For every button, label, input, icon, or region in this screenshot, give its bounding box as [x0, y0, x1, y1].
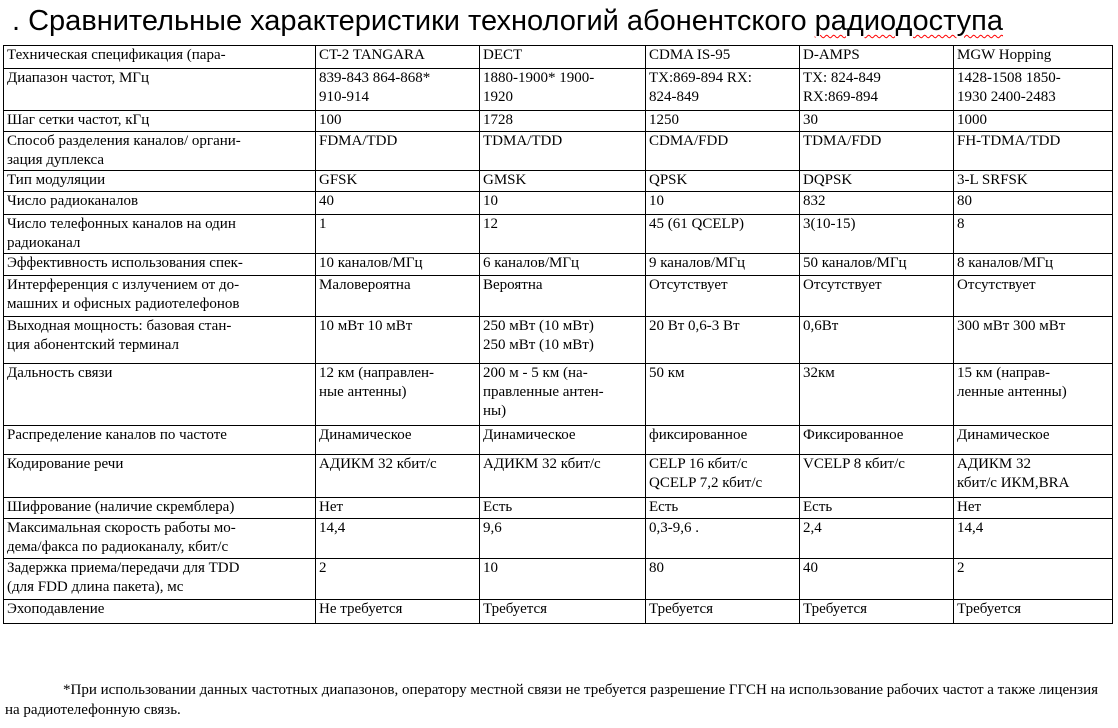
cell-cdma-is95: Есть	[646, 498, 800, 519]
cell-mgw-hopping: Отсутствует	[954, 276, 1113, 317]
cell-cdma-is95: CDMA IS-95	[646, 46, 800, 69]
cell-dect: 12	[480, 215, 646, 254]
table-row	[4, 519, 1113, 559]
cell-cdma-is95: 10	[646, 192, 800, 215]
cell-mgw-hopping: MGW Hopping	[954, 46, 1113, 69]
cell-dect: Есть	[480, 498, 646, 519]
cell-cdma-is95: 45 (61 QCELP)	[646, 215, 800, 254]
row-label: Задержка приема/передачи для TDD (для FDD длина пакета), мс	[4, 559, 316, 600]
footnote: *При использовании данных частотных диапазонов, оператору местной связи не требуется разрешение ГГСН на использование рабочих частот а также лицензия на радиотелефонную связь.	[5, 682, 1099, 718]
cell-d-amps: 0,6Вт	[800, 317, 954, 364]
cell-mgw-hopping: 80	[954, 192, 1113, 215]
comparison-table	[3, 45, 1113, 624]
cell-dect: Требуется	[480, 600, 646, 624]
cell-dect: 200 м - 5 км (на- правленные антен- ны)	[480, 364, 646, 426]
cell-cdma-is95: 0,3-9,6 .	[646, 519, 800, 559]
cell-mgw-hopping: Нет	[954, 498, 1113, 519]
cell-d-amps: TX: 824-849 RX:869-894	[800, 69, 954, 111]
row-label: Интерференция с излучением от до- машних и офисных радиотелефонов	[4, 276, 316, 317]
cell-mgw-hopping: АДИКМ 32 кбит/с ИКМ,BRA	[954, 455, 1113, 498]
row-label: Число телефонных каналов на один радиоканал	[4, 215, 316, 254]
table-row	[4, 192, 1113, 215]
cell-cdma-is95: фиксированное	[646, 426, 800, 455]
cell-ct2-tangara: Динамическое	[316, 426, 480, 455]
cell-d-amps: DQPSK	[800, 171, 954, 192]
cell-ct2-tangara: 1	[316, 215, 480, 254]
cell-dect: 10	[480, 559, 646, 600]
cell-ct2-tangara: 839-843 864-868* 910-914	[316, 69, 480, 111]
cell-cdma-is95: 9 каналов/МГц	[646, 254, 800, 276]
table-row	[4, 132, 1113, 171]
cell-mgw-hopping: FH-TDMA/TDD	[954, 132, 1113, 171]
cell-cdma-is95: 20 Вт 0,6-3 Вт	[646, 317, 800, 364]
cell-d-amps: 2,4	[800, 519, 954, 559]
table-row	[4, 600, 1113, 624]
cell-cdma-is95: 50 км	[646, 364, 800, 426]
cell-dect: DECT	[480, 46, 646, 69]
cell-d-amps: 40	[800, 559, 954, 600]
cell-cdma-is95: CDMA/FDD	[646, 132, 800, 171]
cell-dect: GMSK	[480, 171, 646, 192]
cell-d-amps: Требуется	[800, 600, 954, 624]
row-label: Распределение каналов по частоте	[4, 426, 316, 455]
cell-dect: 1880-1900* 1900- 1920	[480, 69, 646, 111]
table-row	[4, 254, 1113, 276]
cell-ct2-tangara: АДИКМ 32 кбит/с	[316, 455, 480, 498]
cell-dect: 9,6	[480, 519, 646, 559]
table-row	[4, 364, 1113, 426]
cell-d-amps: Отсутствует	[800, 276, 954, 317]
row-label: Тип модуляции	[4, 171, 316, 192]
cell-ct2-tangara: 12 км (направлен- ные антенны)	[316, 364, 480, 426]
cell-d-amps: VCELP 8 кбит/с	[800, 455, 954, 498]
table-row	[4, 276, 1113, 317]
cell-ct2-tangara: FDMA/TDD	[316, 132, 480, 171]
title-main: . Сравнительные характеристики технологий абонентского	[12, 5, 815, 37]
cell-mgw-hopping: 15 км (направ- ленные антенны)	[954, 364, 1113, 426]
cell-ct2-tangara: GFSK	[316, 171, 480, 192]
cell-dect: 1728	[480, 111, 646, 132]
cell-dect: АДИКМ 32 кбит/с	[480, 455, 646, 498]
table-row	[4, 171, 1113, 192]
cell-d-amps: Фиксированное	[800, 426, 954, 455]
row-label: Число радиоканалов	[4, 192, 316, 215]
row-label: Техническая спецификация (пара-	[4, 46, 316, 69]
cell-mgw-hopping: 1000	[954, 111, 1113, 132]
cell-cdma-is95: 80	[646, 559, 800, 600]
row-label: Эффективность использования спек-	[4, 254, 316, 276]
table-row	[4, 111, 1113, 132]
cell-dect: Вероятна	[480, 276, 646, 317]
cell-ct2-tangara: 14,4	[316, 519, 480, 559]
row-label: Дальность связи	[4, 364, 316, 426]
table-row	[4, 317, 1113, 364]
table-body	[4, 46, 1113, 624]
cell-ct2-tangara: 100	[316, 111, 480, 132]
cell-cdma-is95: 1250	[646, 111, 800, 132]
cell-cdma-is95: TX:869-894 RX: 824-849	[646, 69, 800, 111]
table-row	[4, 46, 1113, 69]
cell-ct2-tangara: 40	[316, 192, 480, 215]
row-label: Эхоподавление	[4, 600, 316, 624]
cell-mgw-hopping: 2	[954, 559, 1113, 600]
cell-mgw-hopping: Динамическое	[954, 426, 1113, 455]
cell-cdma-is95: Требуется	[646, 600, 800, 624]
cell-dect: 6 каналов/МГц	[480, 254, 646, 276]
cell-dect: 10	[480, 192, 646, 215]
cell-d-amps: 3(10-15)	[800, 215, 954, 254]
cell-mgw-hopping: 8	[954, 215, 1113, 254]
cell-dect: 250 мВт (10 мВт) 250 мВт (10 мВт)	[480, 317, 646, 364]
table-row	[4, 559, 1113, 600]
cell-mgw-hopping: 8 каналов/МГц	[954, 254, 1113, 276]
table-row	[4, 498, 1113, 519]
cell-d-amps: 50 каналов/МГц	[800, 254, 954, 276]
cell-ct2-tangara: Маловероятна	[316, 276, 480, 317]
cell-ct2-tangara: 10 каналов/МГц	[316, 254, 480, 276]
cell-ct2-tangara: Нет	[316, 498, 480, 519]
cell-cdma-is95: QPSK	[646, 171, 800, 192]
row-label: Кодирование речи	[4, 455, 316, 498]
page-title	[12, 2, 1112, 40]
cell-d-amps: 832	[800, 192, 954, 215]
cell-cdma-is95: Отсутствует	[646, 276, 800, 317]
cell-cdma-is95: CELP 16 кбит/с QCELP 7,2 кбит/с	[646, 455, 800, 498]
cell-d-amps: TDMA/FDD	[800, 132, 954, 171]
cell-mgw-hopping: Требуется	[954, 600, 1113, 624]
title-underlined-word: радиодоступа	[814, 5, 1004, 37]
row-label: Шаг сетки частот, кГц	[4, 111, 316, 132]
table-row	[4, 215, 1113, 254]
cell-dect: TDMA/TDD	[480, 132, 646, 171]
cell-d-amps: D-AMPS	[800, 46, 954, 69]
row-label: Максимальная скорость работы мо- дема/факса по радиоканалу, кбит/с	[4, 519, 316, 559]
cell-mgw-hopping: 14,4	[954, 519, 1113, 559]
row-label: Шифрование (наличие скремблера)	[4, 498, 316, 519]
cell-d-amps: Есть	[800, 498, 954, 519]
cell-ct2-tangara: Не требуется	[316, 600, 480, 624]
cell-mgw-hopping: 300 мВт 300 мВт	[954, 317, 1113, 364]
cell-dect: Динамическое	[480, 426, 646, 455]
cell-ct2-tangara: 2	[316, 559, 480, 600]
row-label: Выходная мощность: базовая стан- ция абонентский терминал	[4, 317, 316, 364]
cell-d-amps: 32км	[800, 364, 954, 426]
cell-mgw-hopping: 3-L SRFSK	[954, 171, 1113, 192]
table-row	[4, 426, 1113, 455]
row-label: Диапазон частот, МГц	[4, 69, 316, 111]
table-row	[4, 69, 1113, 111]
row-label: Способ разделения каналов/ органи- зация дуплекса	[4, 132, 316, 171]
cell-d-amps: 30	[800, 111, 954, 132]
cell-mgw-hopping: 1428-1508 1850- 1930 2400-2483	[954, 69, 1113, 111]
table-row	[4, 455, 1113, 498]
cell-ct2-tangara: CT-2 TANGARA	[316, 46, 480, 69]
cell-ct2-tangara: 10 мВт 10 мВт	[316, 317, 480, 364]
